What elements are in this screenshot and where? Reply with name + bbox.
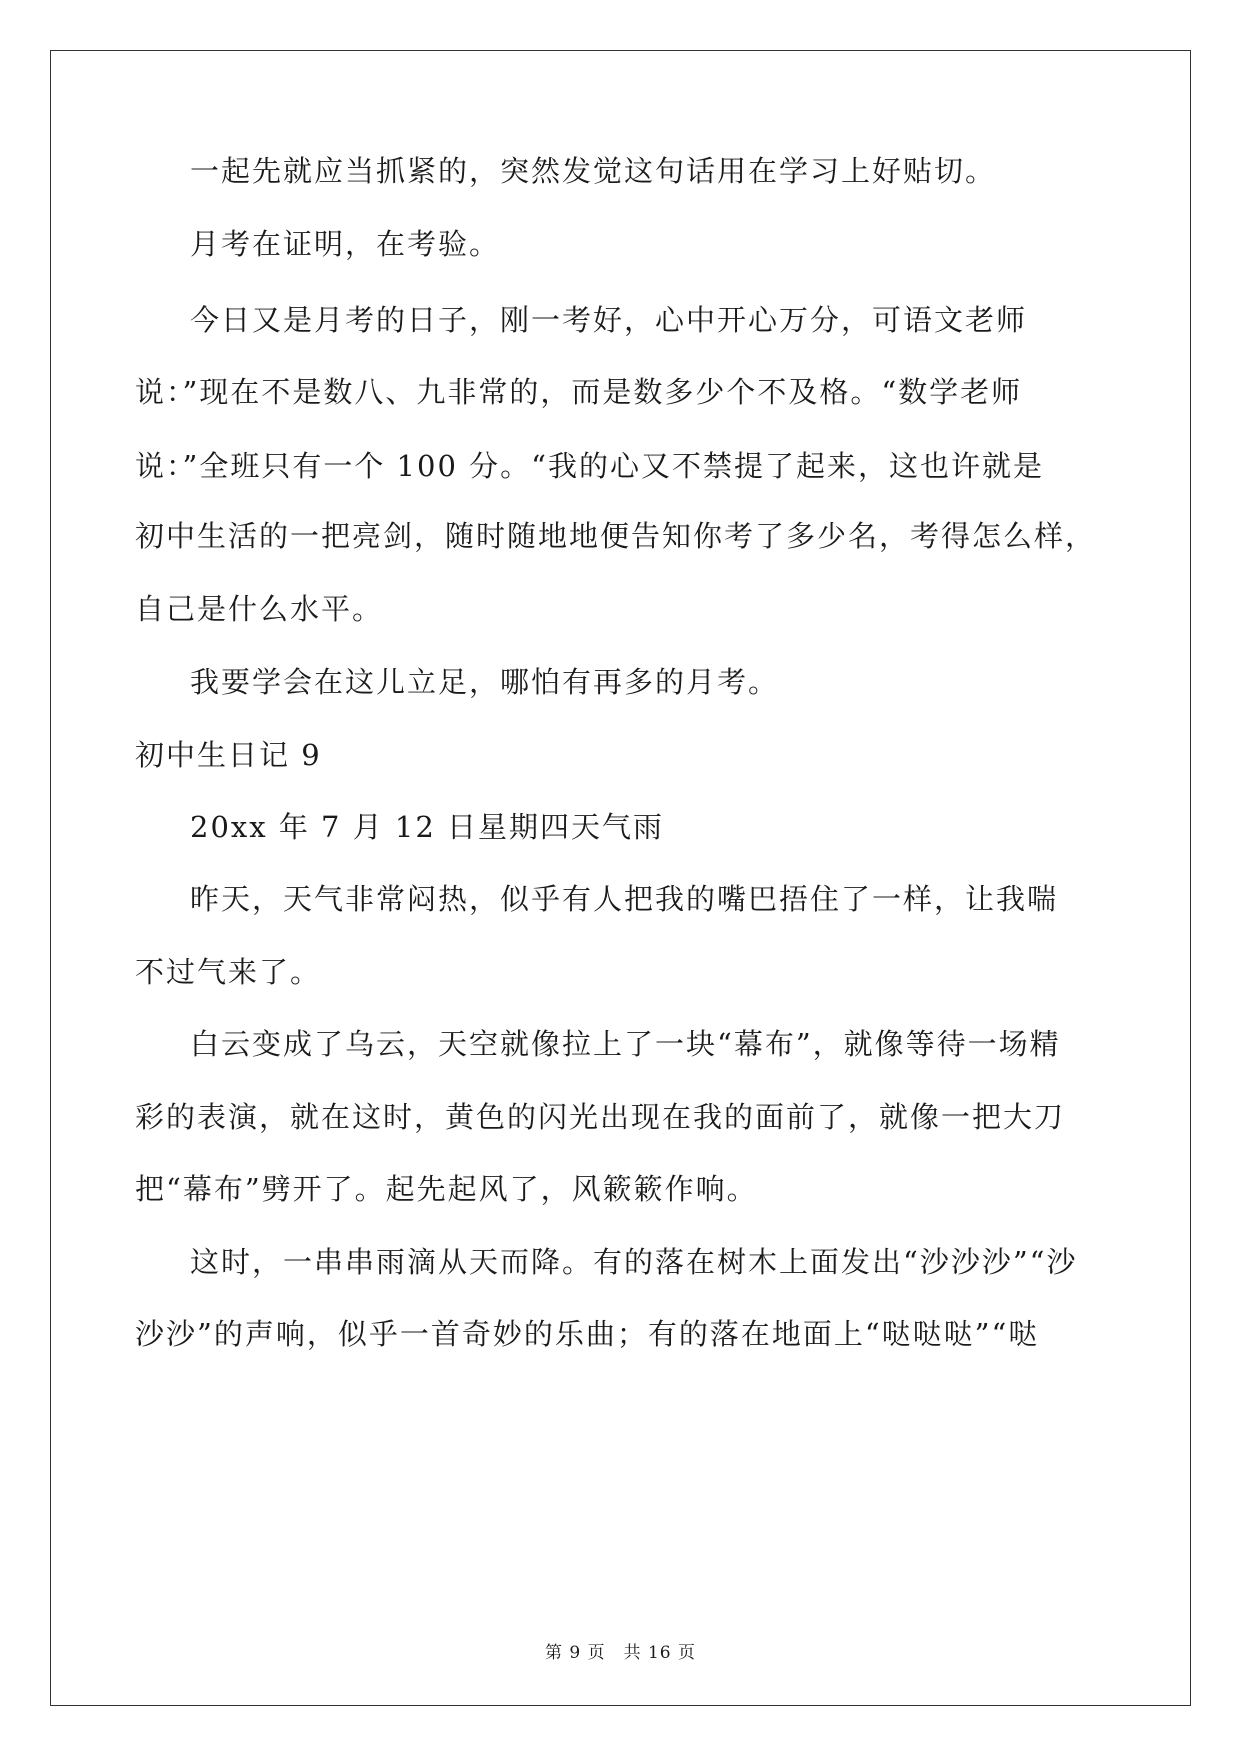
paragraph-line: 说：”全班只有一个 100 分。“我的心又不禁提了起来，这也许就是 <box>135 449 1044 483</box>
paragraph-line: 彩的表演，就在这时，黄色的闪光出现在我的面前了，就像一把大刀 <box>135 1100 1066 1134</box>
paragraph-line: 我要学会在这儿立足，哪怕有再多的月考。 <box>190 665 780 699</box>
diary-date-line: 20xx 年 7 月 12 日星期四天气雨 <box>190 810 665 844</box>
paragraph-line: 昨天，天气非常闷热，似乎有人把我的嘴巴捂住了一样，让我喘 <box>190 882 1059 916</box>
paragraph-line: 一起先就应当抓紧的，突然发觉这句话用在学习上好贴切。 <box>190 154 997 188</box>
paragraph-line: 自己是什么水平。 <box>135 592 384 626</box>
paragraph-line: 沙沙”的声响，似乎一首奇妙的乐曲；有的落在地面上“哒哒哒”“哒 <box>135 1317 1040 1351</box>
page-border <box>50 50 1191 1706</box>
paragraph-line: 把“幕布”劈开了。起先起风了，风簌簌作响。 <box>135 1172 758 1206</box>
section-heading: 初中生日记 9 <box>135 738 322 772</box>
paragraph-line: 不过气来了。 <box>135 955 322 989</box>
paragraph-line: 白云变成了乌云，天空就像拉上了一块“幕布”，就像等待一场精 <box>190 1027 1061 1061</box>
paragraph-line: 初中生活的一把亮剑，随时随地地便告知你考了多少名，考得怎么样， <box>135 519 1097 553</box>
paragraph-line: 说：”现在不是数八、九非常的，而是数多少个不及格。“数学老师 <box>135 375 1023 409</box>
paragraph-line: 这时，一串串雨滴从天而降。有的落在树木上面发出“沙沙沙”“沙 <box>190 1245 1078 1279</box>
paragraph-line: 月考在证明，在考验。 <box>190 227 501 261</box>
page-number-footer: 第 9 页 共 16 页 <box>544 1643 697 1663</box>
paragraph-line: 今日又是月考的日子，刚一考好，心中开心万分，可语文老师 <box>190 303 1028 337</box>
